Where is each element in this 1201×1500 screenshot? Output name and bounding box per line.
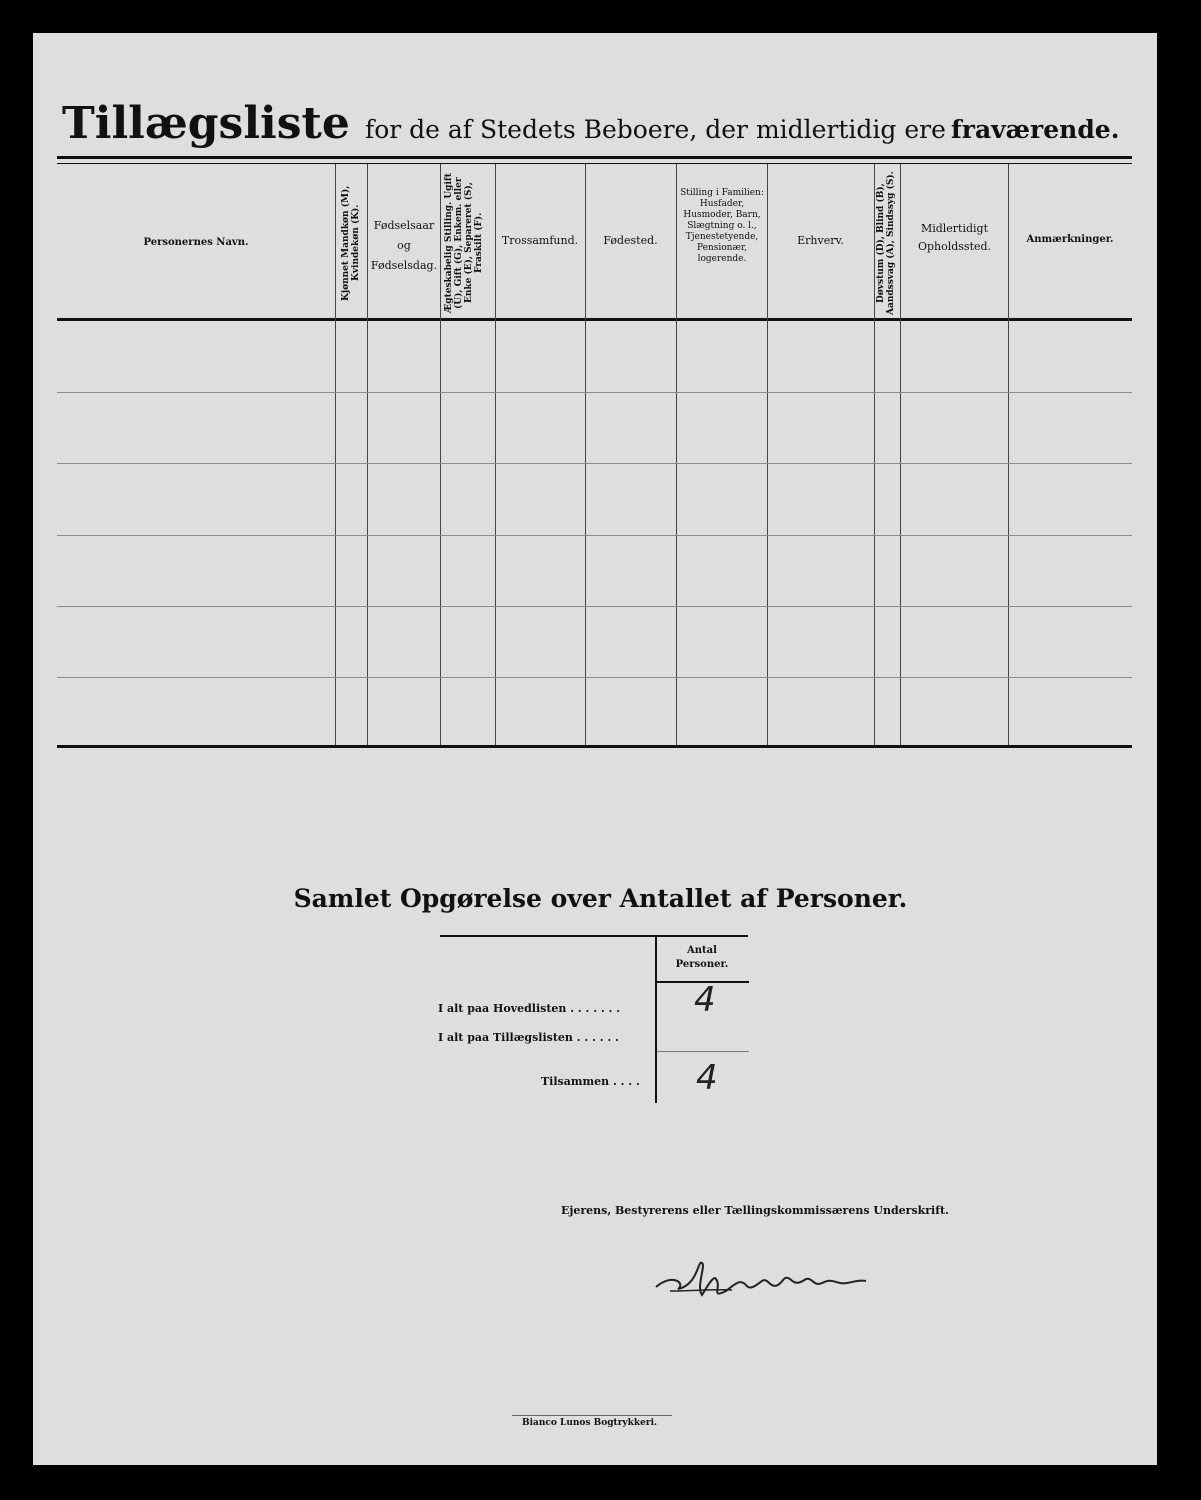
table-top-rule [57,156,1132,159]
column-header-temp-residence: Midlertidigt Opholdssted. [917,222,992,253]
summary-value-total: 4 [696,1058,718,1098]
column-header-religion: Trossamfund. [501,234,579,247]
signature-caption: Ejerens, Bestyrerens eller Tællingskommissærens Underskrift. [561,1204,949,1217]
column-header-remarks: Anmærkninger. [1026,234,1114,245]
summary-top-rule [440,935,748,937]
column-divider [1008,164,1009,745]
column-divider [367,164,368,745]
column-header-birth: Fødselsaar og Fødselsdag. [370,219,438,272]
title-main: Tillægsliste [62,98,350,149]
column-header-marital: Ægteskabelig Stilling. Ugift (U), Gift (G), Enkem. eller Enke (E), Separeret (S), Fraskilt (F). [444,173,484,313]
table-top-rule-thin [57,163,1132,164]
summary-title: Samlet Opgørelse over Antallet af Personer. [293,884,908,913]
column-divider [676,164,677,745]
summary-value-main-list: 4 [694,980,716,1020]
header-bottom-rule [57,318,1132,321]
column-header-occupation: Erhverv. [797,234,844,247]
printer-imprint: Bianco Lunos Bogtrykkeri. [522,1418,658,1428]
column-divider [874,164,875,745]
column-divider [767,164,768,745]
column-header-disability: Døvstum (D), Blind (B), Aandssvag (A), Sindssyg (S). [876,171,896,315]
table-bottom-rule [57,745,1132,748]
title-emphasis: fraværende. [951,115,1120,144]
column-divider [335,164,336,745]
table-row-line [57,535,1132,536]
summary-vertical-rule [655,937,657,1103]
column-header-sex: Kjønnet Mandkøn (M), Kvindekøn (K). [341,185,361,301]
column-divider [585,164,586,745]
column-header-family-position: Stilling i Familien: Husfader, Husmoder, Barn, Slægtning o. l., Tjenestetyende, Pensionær, logerende. [680,188,764,264]
table-row-line [57,606,1132,607]
summary-row-total: Tilsammen . . . . [541,1075,640,1088]
form-title [62,98,1132,149]
table-row-line [57,463,1132,464]
summary-count-header: Antal Personer. [675,945,729,970]
column-header-name: Personernes Navn. [143,237,249,248]
table-row-line [57,392,1132,393]
table-row-line [57,677,1132,678]
summary-row-supplement-list: I alt paa Tillægslisten . . . . . . [438,1031,619,1044]
title-subtitle: for de af Stedets Beboere, der midlertidig ere [364,115,946,144]
summary-total-rule [657,1051,749,1052]
column-divider [900,164,901,745]
column-divider [440,164,441,745]
column-divider [495,164,496,745]
footer-rule [512,1415,672,1416]
summary-row-main-list: I alt paa Hovedlisten . . . . . . . [438,1002,621,1015]
signature-mark [652,1255,882,1305]
signature [652,1255,882,1305]
column-header-birthplace: Fødested. [603,234,658,247]
